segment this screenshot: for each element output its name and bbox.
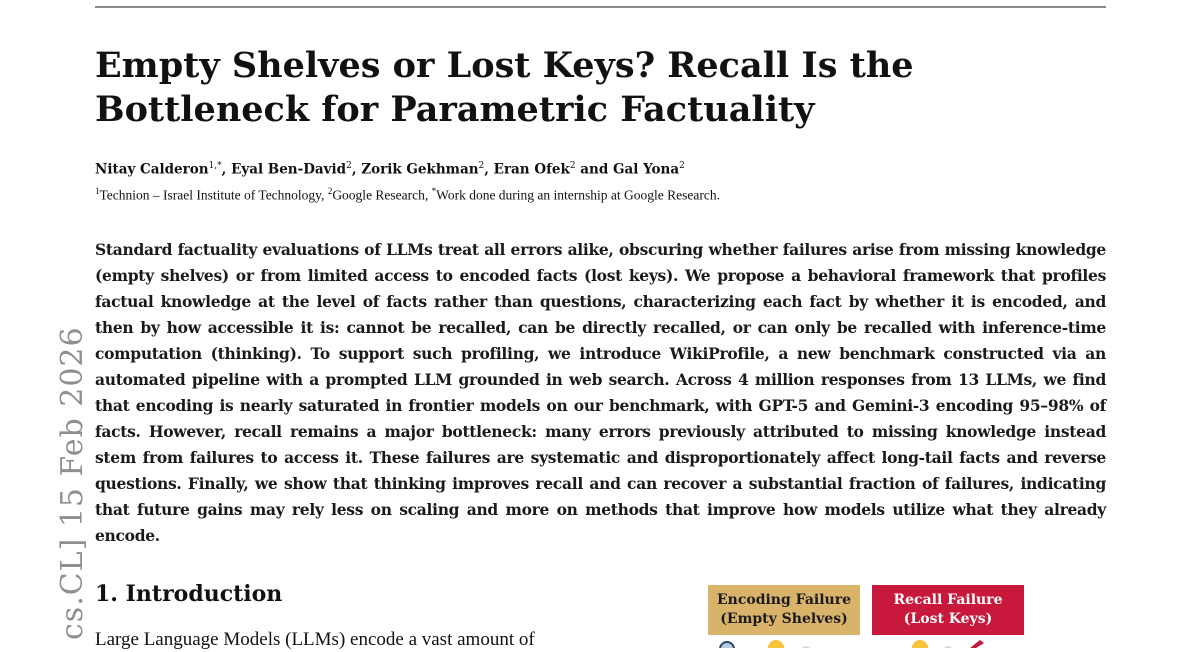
shelf-icon xyxy=(720,642,734,648)
affiliation-marker: * xyxy=(431,186,437,196)
author-affiliation-marker: 2 xyxy=(478,161,485,171)
affiliations xyxy=(95,183,1095,204)
author-name: Nitay Calderon xyxy=(95,161,209,178)
author-name: Gal Yona xyxy=(612,161,680,178)
paper-title xyxy=(95,44,1095,132)
author-name: Eyal Ben-David xyxy=(231,161,347,178)
author-list xyxy=(95,157,1095,179)
author-separator: , xyxy=(351,161,362,178)
title-line-2: Bottleneck for Parametric Factuality xyxy=(95,89,815,130)
affiliation-marker: 2 xyxy=(327,186,333,196)
arxiv-identifier: cs.CL] 15 Feb 2026 xyxy=(55,326,90,640)
author-name: Eran Ofek xyxy=(493,161,570,178)
top-rule xyxy=(95,6,1106,8)
affiliation-text: Google Research, xyxy=(332,187,432,203)
recall-failure-subtitle: (Lost Keys) xyxy=(903,611,993,627)
section-heading-introduction: 1. Introduction xyxy=(95,581,283,607)
recall-failure-title: Recall Failure xyxy=(893,592,1003,608)
recall-failure-label xyxy=(872,585,1024,635)
affiliation-text: Work done during an internship at Google Research. xyxy=(436,187,720,203)
author-separator: , xyxy=(221,161,232,178)
abstract: Standard factuality evaluations of LLMs treat all errors alike, obscuring whether failures arise from missing knowledge (empty shelves) or from limited access to encoded facts (lost keys). We propose a behavioral framework that profiles factual knowledge at the level of facts rather than questions, characterizing each fact by whether it is encoded, and then by how accessible it is: cannot be recalled, can be directly recalled, or can only be recalled with inference-time computation (thinking). To support such profiling, we introduce WikiProfile, a new benchmark constructed via an automated pipeline with a prompted LLM grounded in web search. Across 4 million responses from 13 LLMs, we find that encoding is nearly saturated in frontier models on our benchmark, with GPT-5 and Gemini-3 encoding 95–98% of facts. However, recall remains a major bottleneck: many errors previously attributed to missing knowledge instead stem from failures to access it. These failures are systematic and disproportionately affect long-tail facts and reverse questions. Finally, we show that thinking improves recall and can recover a substantial fraction of failures, indicating that future gains may rely less on scaling and more on methods that improve how models utilize what they already encode. xyxy=(95,240,1106,545)
lost-key-icon xyxy=(970,640,984,648)
person-icon xyxy=(768,640,784,648)
affiliation-marker: 1 xyxy=(95,186,100,196)
figure-icons xyxy=(708,636,1028,648)
author-separator: , xyxy=(484,161,494,178)
author-affiliation-marker: 2 xyxy=(679,161,685,171)
person-icon xyxy=(912,640,928,648)
author-separator: and xyxy=(575,161,613,178)
encoding-failure-subtitle: (Empty Shelves) xyxy=(720,611,848,627)
author-affiliation-marker: 2 xyxy=(346,161,352,171)
encoding-failure-title: Encoding Failure xyxy=(716,592,851,608)
affiliation-text: Technion – Israel Institute of Technology, xyxy=(99,187,328,203)
introduction-text: Large Language Models (LLMs) encode a vast amount of xyxy=(95,629,535,650)
author-name: Zorik Gekhman xyxy=(361,161,479,178)
author-affiliation-marker: 2 xyxy=(569,161,576,171)
encoding-failure-label xyxy=(708,585,860,635)
author-affiliation-marker: 1,* xyxy=(208,161,222,171)
title-line-1: Empty Shelves or Lost Keys? Recall Is the xyxy=(95,45,914,86)
